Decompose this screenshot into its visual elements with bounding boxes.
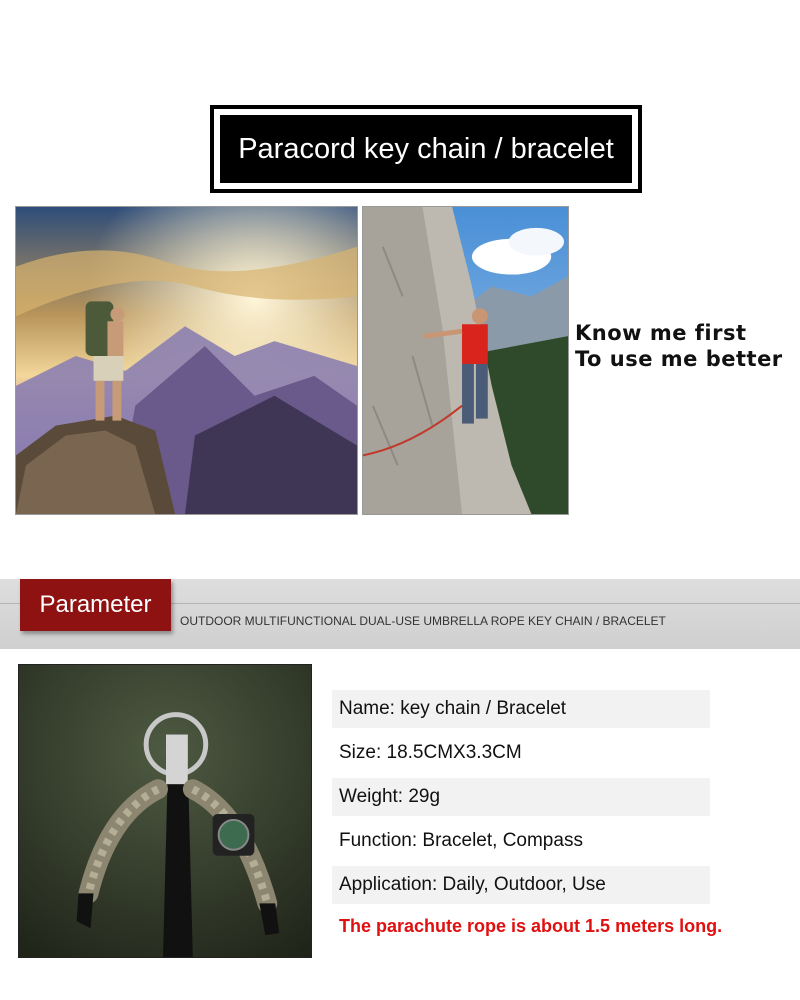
spec-application: Application: Daily, Outdoor, Use (332, 866, 710, 904)
tagline-line-1: Know me first (575, 321, 747, 345)
spec-size: Size: 18.5CMX3.3CM (339, 742, 522, 763)
climber-photo (362, 206, 569, 515)
spec-name: Name: key chain / Bracelet (332, 690, 710, 728)
hiker-mountain-photo (15, 206, 358, 515)
page-title: Paracord key chain / bracelet (220, 115, 632, 183)
product-photo (18, 664, 312, 958)
parameter-subtitle: OUTDOOR MULTIFUNCTIONAL DUAL-USE UMBRELLA ROPE KEY CHAIN / BRACELET (180, 614, 666, 628)
title-banner (210, 105, 642, 193)
rope-length-note: The parachute rope is about 1.5 meters long. (339, 916, 723, 936)
tagline-line-2: To use me better (575, 347, 783, 371)
tagline (575, 320, 795, 372)
spec-weight: Weight: 29g (332, 778, 710, 816)
spec-function: Function: Bracelet, Compass (339, 830, 583, 851)
parameter-tab: Parameter (20, 579, 171, 631)
